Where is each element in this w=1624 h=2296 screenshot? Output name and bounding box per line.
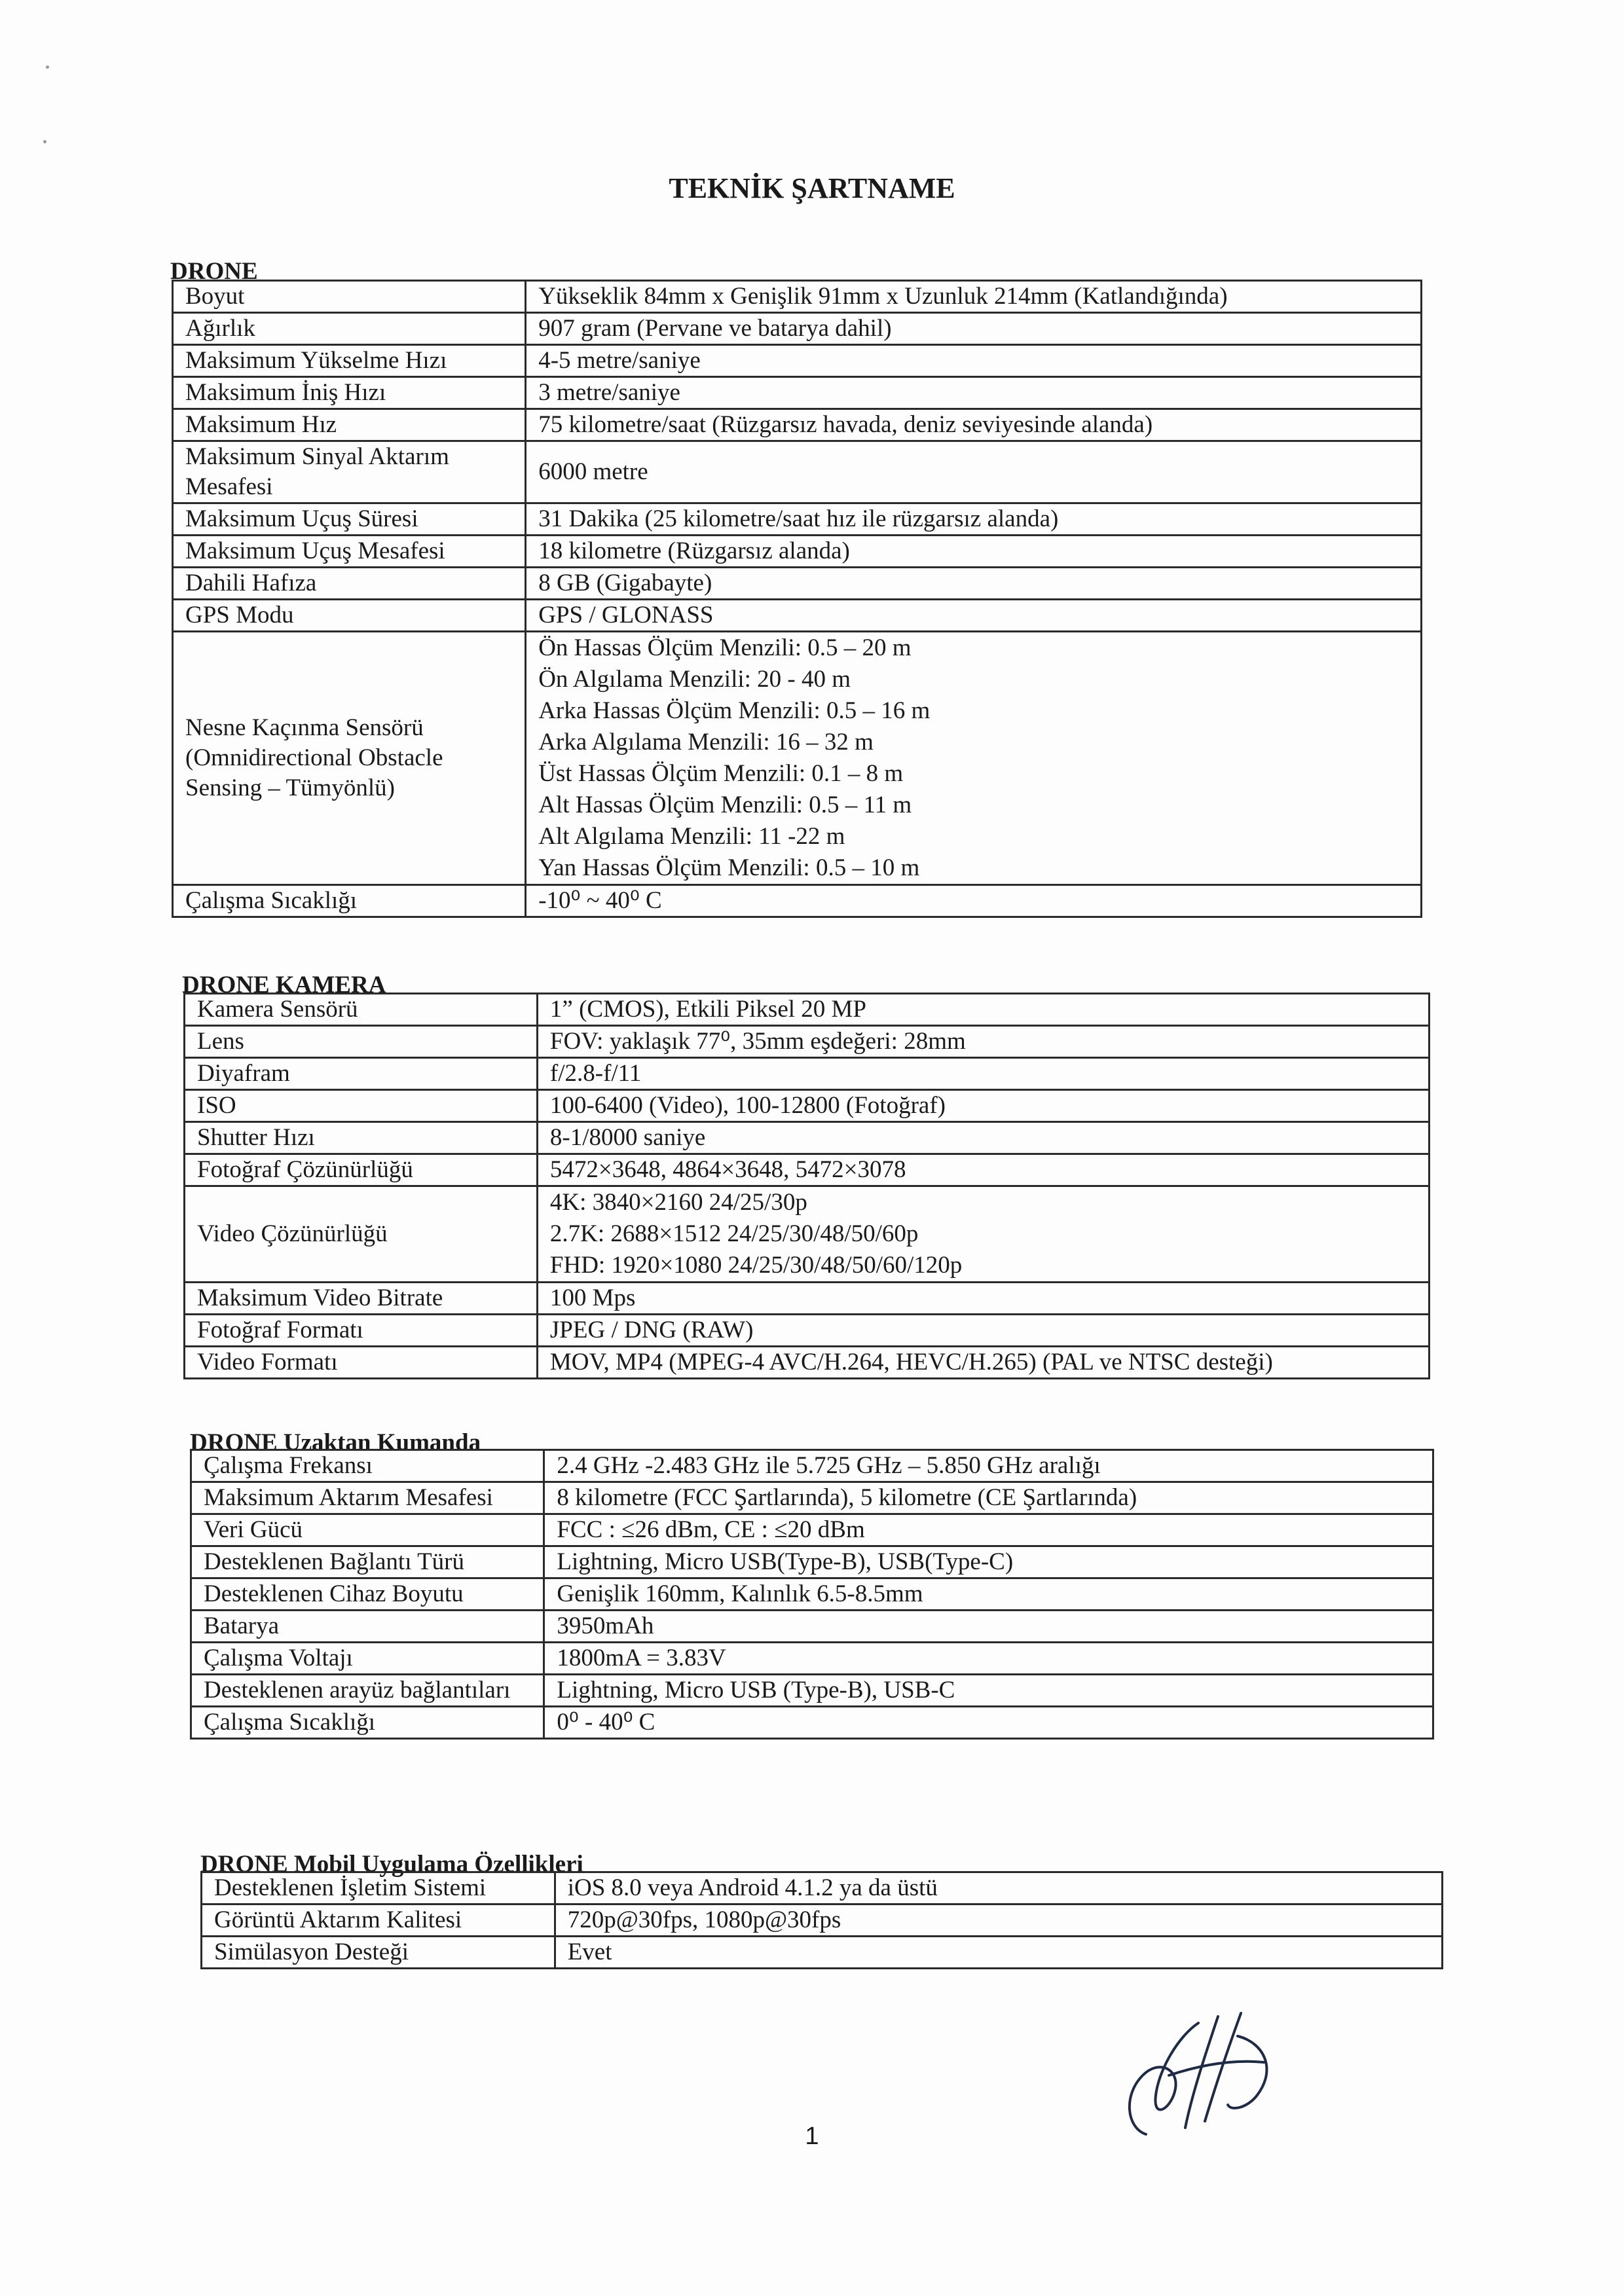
spec-label: Fotoğraf Çözünürlüğü bbox=[185, 1154, 538, 1186]
spec-value-multiline bbox=[537, 1186, 1429, 1283]
table-row bbox=[185, 1058, 1430, 1090]
table-row bbox=[185, 1186, 1430, 1283]
spec-value: f/2.8-f/11 bbox=[537, 1058, 1429, 1090]
spec-label: Simülasyon Desteği bbox=[202, 1937, 555, 1969]
table-row bbox=[173, 409, 1422, 441]
table-row bbox=[185, 1122, 1430, 1154]
table-row bbox=[185, 1154, 1430, 1186]
spec-value: 0⁰ - 40⁰ C bbox=[544, 1707, 1433, 1739]
page-number: 1 bbox=[805, 2123, 819, 2150]
spec-value: 1” (CMOS), Etkili Piksel 20 MP bbox=[537, 994, 1429, 1026]
spec-value: 907 gram (Pervane ve batarya dahil) bbox=[526, 313, 1422, 345]
spec-label: Çalışma Sıcaklığı bbox=[173, 885, 526, 917]
spec-value-line: 2.7K: 2688×1512 24/25/30/48/50/60p bbox=[549, 1220, 919, 1247]
spec-value: JPEG / DNG (RAW) bbox=[537, 1315, 1429, 1347]
spec-value-line: FHD: 1920×1080 24/25/30/48/50/60/120p bbox=[549, 1252, 963, 1279]
table-row bbox=[173, 503, 1422, 536]
spec-label: Maksimum Uçuş Mesafesi bbox=[173, 536, 526, 568]
spec-value: FOV: yaklaşık 77⁰, 35mm eşdeğeri: 28mm bbox=[537, 1026, 1429, 1058]
spec-value: GPS / GLONASS bbox=[526, 600, 1422, 632]
spec-label: Fotoğraf Formatı bbox=[185, 1315, 538, 1347]
section-title-drone: DRONE bbox=[170, 258, 258, 285]
spec-value: Genişlik 160mm, Kalınlık 6.5-8.5mm bbox=[544, 1578, 1433, 1611]
spec-value: 720p@30fps, 1080p@30fps bbox=[555, 1904, 1442, 1937]
spec-value: Lightning, Micro USB (Type-B), USB-C bbox=[544, 1675, 1433, 1707]
spec-value-line: Arka Hassas Ölçüm Menzili: 0.5 – 16 m bbox=[538, 697, 931, 724]
spec-label: Dahili Hafıza bbox=[173, 568, 526, 600]
table-row bbox=[173, 568, 1422, 600]
spec-value: 18 kilometre (Rüzgarsız alanda) bbox=[526, 536, 1422, 568]
spec-label: Maksimum Uçuş Süresi bbox=[173, 503, 526, 536]
spec-label: Kamera Sensörü bbox=[185, 994, 538, 1026]
spec-label: Maksimum Video Bitrate bbox=[185, 1283, 538, 1315]
spec-label: Çalışma Voltajı bbox=[191, 1643, 544, 1675]
spec-value: Lightning, Micro USB(Type-B), USB(Type-C) bbox=[544, 1546, 1433, 1578]
spec-label: Veri Gücü bbox=[191, 1514, 544, 1546]
table-row bbox=[191, 1707, 1433, 1739]
spec-label: Maksimum Sinyal Aktarım Mesafesi bbox=[173, 441, 526, 503]
spec-value: MOV, MP4 (MPEG-4 AVC/H.264, HEVC/H.265) (PAL ve NTSC desteği) bbox=[537, 1347, 1429, 1379]
spec-label: ISO bbox=[185, 1090, 538, 1122]
spec-label: Maksimum Hız bbox=[173, 409, 526, 441]
spec-label: Desteklenen Cihaz Boyutu bbox=[191, 1578, 544, 1611]
table-row bbox=[173, 281, 1422, 313]
spec-value: -10⁰ ~ 40⁰ C bbox=[526, 885, 1422, 917]
spec-value: 100-6400 (Video), 100-12800 (Fotoğraf) bbox=[537, 1090, 1429, 1122]
spec-value: 8 GB (Gigabayte) bbox=[526, 568, 1422, 600]
table-row bbox=[173, 632, 1422, 885]
spec-label: Desteklenen arayüz bağlantıları bbox=[191, 1675, 544, 1707]
table-row bbox=[191, 1675, 1433, 1707]
spec-value-line: Arka Algılama Menzili: 16 – 32 m bbox=[538, 729, 874, 756]
spec-value-line: Ön Hassas Ölçüm Menzili: 0.5 – 20 m bbox=[538, 634, 912, 661]
document-title: TEKNİK ŞARTNAME bbox=[669, 172, 955, 204]
spec-label: Diyafram bbox=[185, 1058, 538, 1090]
spec-value: 3 metre/saniye bbox=[526, 377, 1422, 409]
table-row bbox=[173, 885, 1422, 917]
spec-value: 3950mAh bbox=[544, 1611, 1433, 1643]
spec-value: Evet bbox=[555, 1937, 1442, 1969]
spec-label: Lens bbox=[185, 1026, 538, 1058]
table-row bbox=[173, 536, 1422, 568]
table-row bbox=[191, 1643, 1433, 1675]
spec-label: Ağırlık bbox=[173, 313, 526, 345]
spec-value-line: Ön Algılama Menzili: 20 - 40 m bbox=[538, 666, 851, 693]
spec-value: 5472×3648, 4864×3648, 5472×3078 bbox=[537, 1154, 1429, 1186]
section-title-mobile: DRONE Mobil Uygulama Özellikleri bbox=[200, 1851, 583, 1878]
spec-value: 100 Mps bbox=[537, 1283, 1429, 1315]
spec-value-line: Alt Hassas Ölçüm Menzili: 0.5 – 11 m bbox=[538, 792, 912, 818]
table-row bbox=[185, 1315, 1430, 1347]
spec-label: Çalışma Sıcaklığı bbox=[191, 1707, 544, 1739]
table-row bbox=[191, 1611, 1433, 1643]
spec-value: 75 kilometre/saat (Rüzgarsız havada, deniz seviyesinde alanda) bbox=[526, 409, 1422, 441]
spec-label: Batarya bbox=[191, 1611, 544, 1643]
table-row bbox=[202, 1872, 1443, 1904]
table-row bbox=[185, 1347, 1430, 1379]
spec-value-multiline bbox=[526, 632, 1422, 885]
table-row bbox=[173, 441, 1422, 503]
table-row bbox=[191, 1546, 1433, 1578]
section-title-remote: DRONE Uzaktan Kumanda bbox=[190, 1429, 481, 1456]
spec-value: 8 kilometre (FCC Şartlarında), 5 kilometre (CE Şartlarında) bbox=[544, 1482, 1433, 1514]
table-row bbox=[185, 1283, 1430, 1315]
spec-value-line: Alt Algılama Menzili: 11 -22 m bbox=[538, 823, 845, 850]
table-row bbox=[191, 1450, 1433, 1482]
spec-value-line: Üst Hassas Ölçüm Menzili: 0.1 – 8 m bbox=[538, 760, 904, 787]
spec-value: 4-5 metre/saniye bbox=[526, 345, 1422, 377]
spec-label: Shutter Hızı bbox=[185, 1122, 538, 1154]
spec-value: FCC : ≤26 dBm, CE : ≤20 dBm bbox=[544, 1514, 1433, 1546]
spec-value-line: Yan Hassas Ölçüm Menzili: 0.5 – 10 m bbox=[538, 854, 920, 881]
spec-value: 2.4 GHz -2.483 GHz ile 5.725 GHz – 5.850 GHz aralığı bbox=[544, 1450, 1433, 1482]
spec-label: Boyut bbox=[173, 281, 526, 313]
table-row bbox=[191, 1514, 1433, 1546]
camera-spec-table bbox=[183, 993, 1430, 1379]
spec-value-line: 4K: 3840×2160 24/25/30p bbox=[549, 1189, 807, 1216]
spec-value: 8-1/8000 saniye bbox=[537, 1122, 1429, 1154]
spec-value: 6000 metre bbox=[526, 441, 1422, 503]
table-row bbox=[191, 1578, 1433, 1611]
spec-label: Video Formatı bbox=[185, 1347, 538, 1379]
table-row bbox=[173, 345, 1422, 377]
table-row bbox=[185, 994, 1430, 1026]
spec-label: Desteklenen İşletim Sistemi bbox=[202, 1872, 555, 1904]
spec-value: 31 Dakika (25 kilometre/saat hız ile rüzgarsız alanda) bbox=[526, 503, 1422, 536]
spec-label: GPS Modu bbox=[173, 600, 526, 632]
table-row bbox=[191, 1482, 1433, 1514]
table-row bbox=[173, 313, 1422, 345]
scan-speck bbox=[43, 140, 46, 143]
spec-label: Maksimum Aktarım Mesafesi bbox=[191, 1482, 544, 1514]
spec-label: Maksimum Yükselme Hızı bbox=[173, 345, 526, 377]
spec-label: Video Çözünürlüğü bbox=[185, 1186, 538, 1283]
table-row bbox=[202, 1904, 1443, 1937]
drone-spec-table bbox=[172, 280, 1422, 918]
table-row bbox=[173, 600, 1422, 632]
spec-label: Görüntü Aktarım Kalitesi bbox=[202, 1904, 555, 1937]
mobile-spec-table bbox=[200, 1871, 1443, 1969]
remote-spec-table bbox=[190, 1449, 1434, 1740]
spec-label: Nesne Kaçınma Sensörü (Omnidirectional Obstacle Sensing – Tümyönlü) bbox=[173, 632, 526, 885]
spec-label: Desteklenen Bağlantı Türü bbox=[191, 1546, 544, 1578]
table-row bbox=[185, 1090, 1430, 1122]
spec-label: Maksimum İniş Hızı bbox=[173, 377, 526, 409]
spec-value: Yükseklik 84mm x Genişlik 91mm x Uzunluk 214mm (Katlandığında) bbox=[526, 281, 1422, 313]
table-row bbox=[173, 377, 1422, 409]
spec-value: 1800mA = 3.83V bbox=[544, 1643, 1433, 1675]
spec-label: Çalışma Frekansı bbox=[191, 1450, 544, 1482]
table-row bbox=[185, 1026, 1430, 1058]
spec-value: iOS 8.0 veya Android 4.1.2 ya da üstü bbox=[555, 1872, 1442, 1904]
section-title-camera: DRONE KAMERA bbox=[182, 972, 386, 998]
table-row bbox=[202, 1937, 1443, 1969]
scan-speck bbox=[46, 65, 49, 69]
